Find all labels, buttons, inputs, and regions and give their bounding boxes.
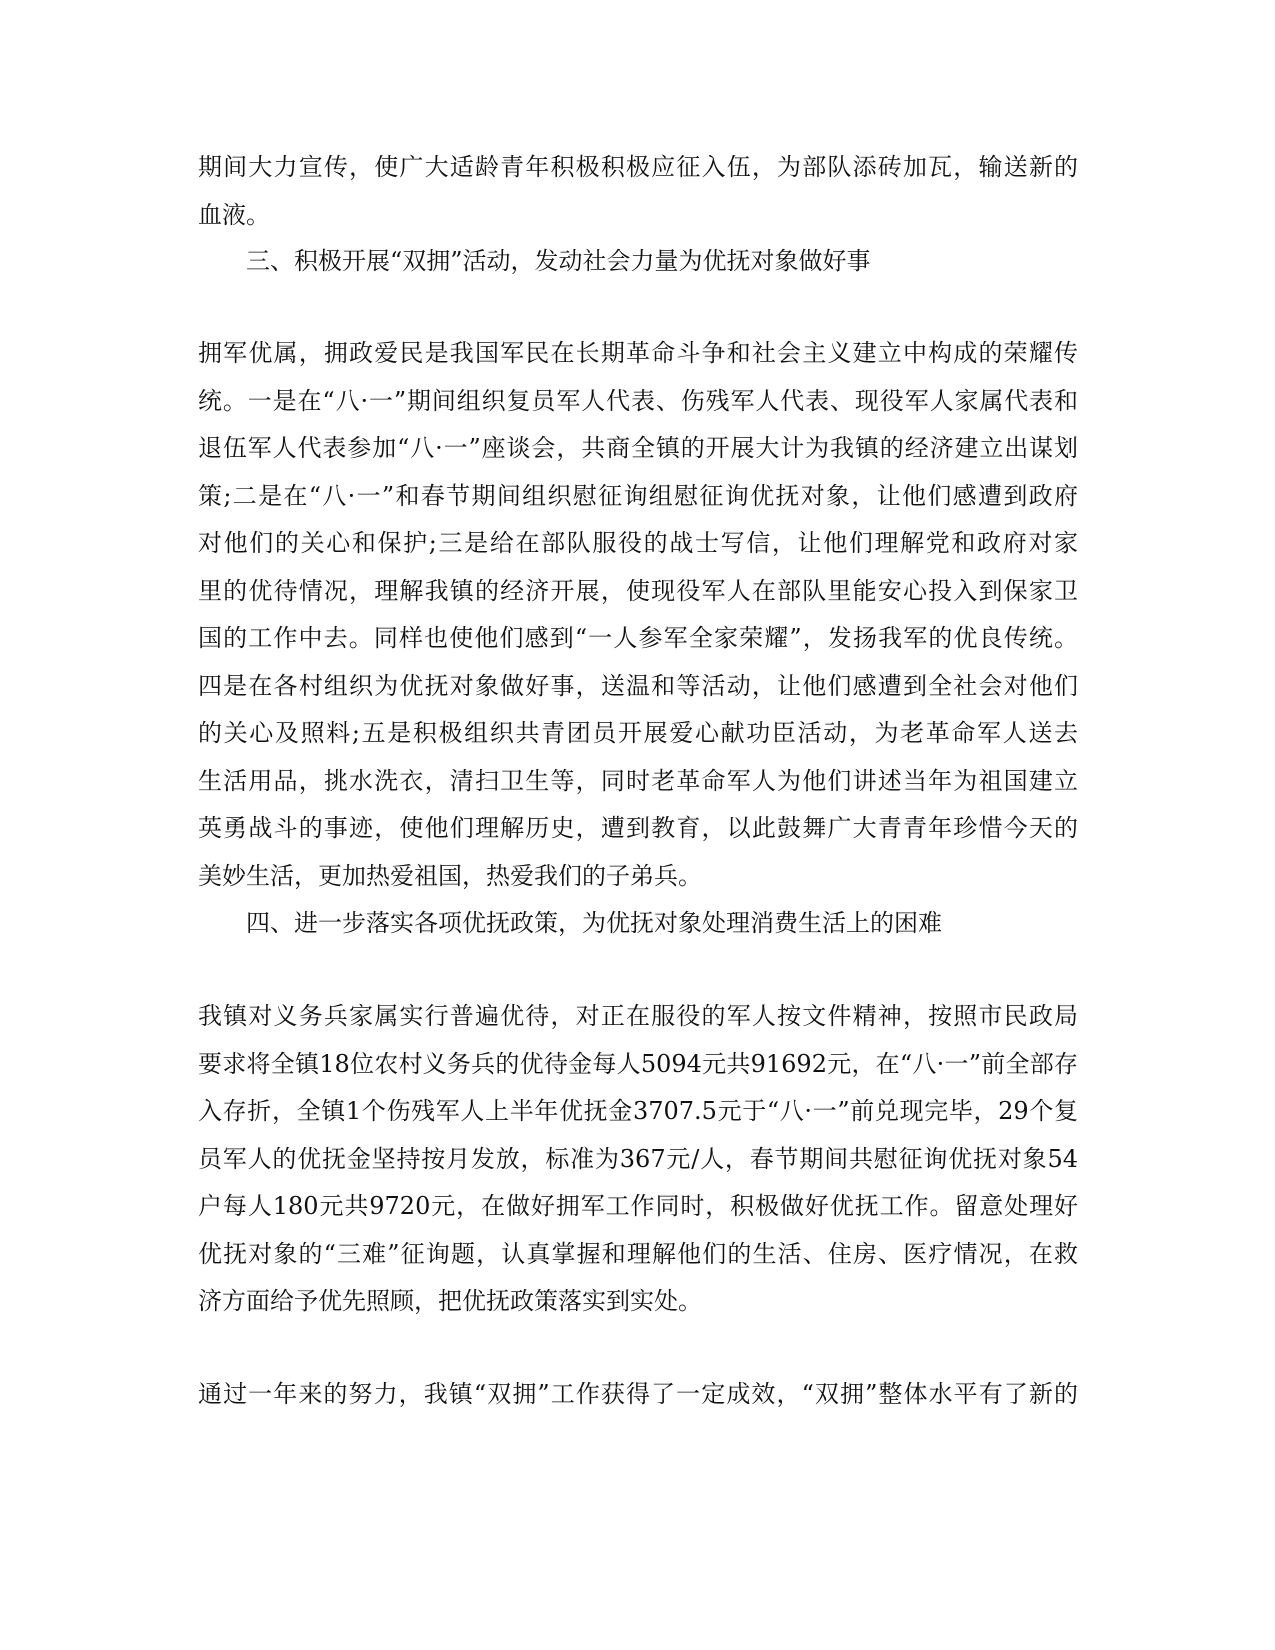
text-line: 济方面给予优先照顾，把优抚政策落实到实处。 bbox=[198, 1287, 702, 1315]
text-line: 户每人180元共9720元，在做好拥军工作同时，积极做好优抚工作。留意处理好 bbox=[198, 1192, 1078, 1220]
text-line: 对他们的关心和保护;三是给在部队服役的战士写信，让他们理解党和政府对家 bbox=[198, 529, 1078, 557]
text-line: 员军人的优抚金坚持按月发放，标准为367元/人，春节期间共慰征询优抚对象54 bbox=[198, 1144, 1078, 1173]
text-line: 要求将全镇18位农村义务兵的优待金每人5094元共91692元，在“八·一”前全部存 bbox=[198, 1049, 1078, 1078]
text-line: 我镇对义务兵家属实行普遍优待，对正在服役的军人按文件精神，按照市民政局 bbox=[198, 1002, 1078, 1030]
text-line: 四是在各村组织为优抚对象做好事，送温和等活动，让他们感遭到全社会对他们 bbox=[198, 671, 1078, 700]
section-heading-4: 四、进一步落实各项优抚政策，为优抚对象处理消费生活上的困难 bbox=[246, 909, 942, 937]
text-line: 的关心及照料;五是积极组织共青团员开展爱心献功臣活动，为老革命军人送去 bbox=[198, 719, 1078, 747]
text-line: 策;二是在“八·一”和春节期间组织慰征询组慰征询优抚对象，让他们感遭到政府 bbox=[198, 481, 1078, 510]
section-heading-3: 三、积极开展“双拥”活动，发动社会力量为优抚对象做好事 bbox=[246, 247, 871, 275]
text-line: 拥军优属，拥政爱民是我国军民在长期革命斗争和社会主义建立中构成的荣耀传 bbox=[198, 339, 1078, 367]
text-line: 入存折，全镇1个伤残军人上半年优抚金3707.5元于“八·一”前兑现完毕，29个复 bbox=[198, 1097, 1078, 1125]
text-line: 统。一是在“八·一”期间组织复员军人代表、伤残军人代表、现役军人家属代表和 bbox=[198, 386, 1078, 415]
text-line: 通过一年来的努力，我镇“双拥”工作获得了一定成效，“双拥”整体水平有了新的 bbox=[198, 1380, 1078, 1408]
text-line: 里的优待情况，理解我镇的经济开展，使现役军人在部队里能安心投入到保家卫 bbox=[198, 576, 1078, 605]
paragraph-intro bbox=[198, 144, 1078, 239]
paragraph-section-4 bbox=[198, 993, 1078, 1326]
text-line: 英勇战斗的事迹，使他们理解历史，遭到教育，以此鼓舞广大青青年珍惜今天的 bbox=[198, 814, 1078, 842]
text-line: 美妙生活，更加热爱祖国，热爱我们的子弟兵。 bbox=[198, 861, 702, 890]
text-line: 血液。 bbox=[198, 200, 270, 229]
text-line: 优抚对象的“三难”征询题，认真掌握和理解他们的生活、住房、医疗情况，在救 bbox=[198, 1239, 1078, 1268]
paragraph-section-5 bbox=[198, 1371, 1078, 1419]
text-line: 退伍军人代表参加“八·一”座谈会，共商全镇的开展大计为我镇的经济建立出谋划 bbox=[198, 434, 1078, 462]
text-line: 期间大力宣传，使广大适龄青年积极积极应征入伍，为部队添砖加瓦，输送新的 bbox=[198, 153, 1078, 181]
text-line: 生活用品，挑水洗衣，清扫卫生等，同时老革命军人为他们讲述当年为祖国建立 bbox=[198, 766, 1078, 795]
text-line: 国的工作中去。同样也使他们感到“一人参军全家荣耀”，发扬我军的优良传统。 bbox=[198, 624, 1078, 652]
paragraph-section-3 bbox=[198, 330, 1078, 900]
